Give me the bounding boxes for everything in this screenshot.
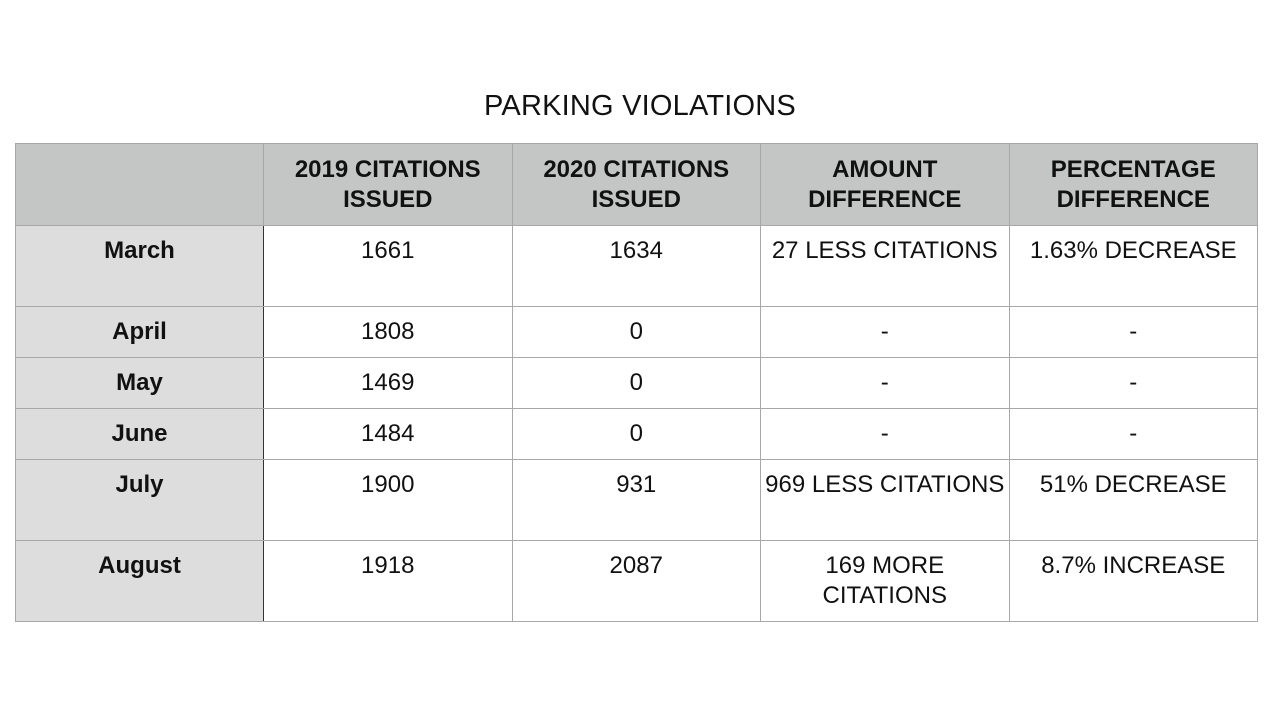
cell-amount: - [761,409,1010,460]
cell-2020: 0 [512,307,761,358]
cell-percent: 51% DECREASE [1009,460,1258,541]
row-month: June [16,409,264,460]
cell-amount: 169 MORE CITATIONS [761,541,1010,622]
header-amount-difference: AMOUNT DIFFERENCE [761,144,1010,226]
row-month: August [16,541,264,622]
cell-2020: 0 [512,409,761,460]
cell-2020: 931 [512,460,761,541]
table-row [16,409,1258,460]
cell-amount: - [761,307,1010,358]
cell-amount: - [761,358,1010,409]
row-month: July [16,460,264,541]
table-row [16,226,1258,307]
parking-violations-table [15,143,1258,622]
cell-percent: - [1009,307,1258,358]
cell-amount: 969 LESS CITATIONS [761,460,1010,541]
table-row [16,358,1258,409]
header-2020-citations: 2020 CITATIONS ISSUED [512,144,761,226]
cell-2019: 1900 [264,460,513,541]
table-row [16,541,1258,622]
cell-2019: 1484 [264,409,513,460]
header-percentage-difference: PERCENTAGE DIFFERENCE [1009,144,1258,226]
cell-2019: 1808 [264,307,513,358]
row-month: April [16,307,264,358]
header-2019-citations: 2019 CITATIONS ISSUED [264,144,513,226]
cell-percent: - [1009,358,1258,409]
cell-percent: - [1009,409,1258,460]
header-corner-cell [16,144,264,226]
table-row [16,307,1258,358]
row-month: May [16,358,264,409]
cell-percent: 8.7% INCREASE [1009,541,1258,622]
cell-2020: 1634 [512,226,761,307]
cell-percent: 1.63% DECREASE [1009,226,1258,307]
row-month: March [16,226,264,307]
table-row [16,460,1258,541]
cell-2020: 0 [512,358,761,409]
cell-amount: 27 LESS CITATIONS [761,226,1010,307]
cell-2019: 1469 [264,358,513,409]
cell-2019: 1661 [264,226,513,307]
table-header-row [16,144,1258,226]
cell-2019: 1918 [264,541,513,622]
cell-2020: 2087 [512,541,761,622]
chart-title: PARKING VIOLATIONS [484,90,796,122]
